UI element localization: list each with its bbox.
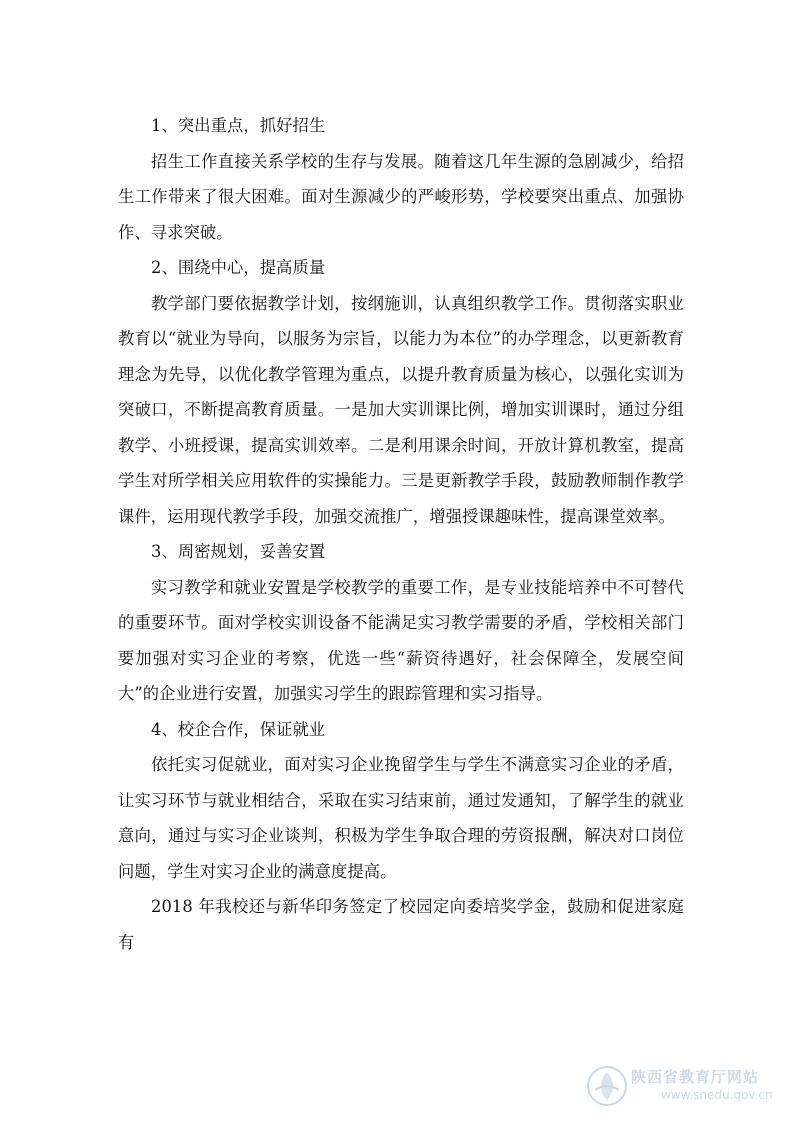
document-body: [118, 108, 684, 960]
section-heading-1: 1、突出重点，抓好招生: [151, 116, 326, 135]
section-3-paragraph-1: 实习教学和就业安置是学校教学的重要工作，是专业技能培养中不可替代的重要环节。面对学校实训设备不能满足实习教学需要的矛盾，学校相关部门要加强对实习企业的考察，优选一些“薪资待遇好，社会保障全，发展空间大”的企业进行安置，加强实习学生的跟踪管理和实习指导。: [118, 577, 684, 703]
watermark-url: www.snedu.gov.cn: [661, 1088, 773, 1102]
section-2-paragraph-1: 教学部门要依据教学计划，按纲施训，认真组织教学工作。贯彻落实职业教育以“就业为导向，以服务为宗旨，以能力为本位”的办学理念，以更新教育理念为先导，以优化教学管理为重点，以提升教育质量为核心，以强化实训为突破口，不断提高教育质量。一是加大实训课比例，增加实训课时，通过分组教学、小班授课，提高实训效率。二是利用课余时间，开放计算机教室，提高学生对所学相关应用软件的实操能力。三是更新教学手段，鼓励教师制作教学课件，运用现代教学手段，加强交流推广，增强授课趣味性，提高课堂效率。: [118, 293, 684, 526]
section-4-paragraph-2: 2018 年我校还与新华印务签定了校园定向委培奖学金，鼓励和促进家庭有: [118, 897, 684, 952]
site-watermark: [579, 1060, 779, 1112]
site-logo-icon: [585, 1064, 629, 1108]
watermark-title: 陕西省教育厅网站: [631, 1068, 760, 1086]
section-heading-4: 4、校企合作，保证就业: [151, 719, 326, 739]
section-1-paragraph-1: 招生工作直接关系学校的生存与发展。随着这几年生源的急剧减少，给招生工作带来了很大困难。面对生源减少的严峻形势，学校要突出重点、加强协作、寻求突破。: [118, 151, 684, 242]
section-4-paragraph-1: 依托实习促就业，面对实习企业挽留学生与学生不满意实习企业的矛盾，让实习环节与就业相结合，采取在实习结束前，通过发通知，了解学生的就业意向，通过与实习企业谈判，积极为学生争取合理的劳资报酬，解决对口岗位问题，学生对实习企业的满意度提高。: [118, 755, 684, 881]
section-heading-3: 3、周密规划，妥善安置: [151, 542, 326, 561]
section-heading-2: 2、围绕中心，提高质量: [151, 258, 326, 277]
